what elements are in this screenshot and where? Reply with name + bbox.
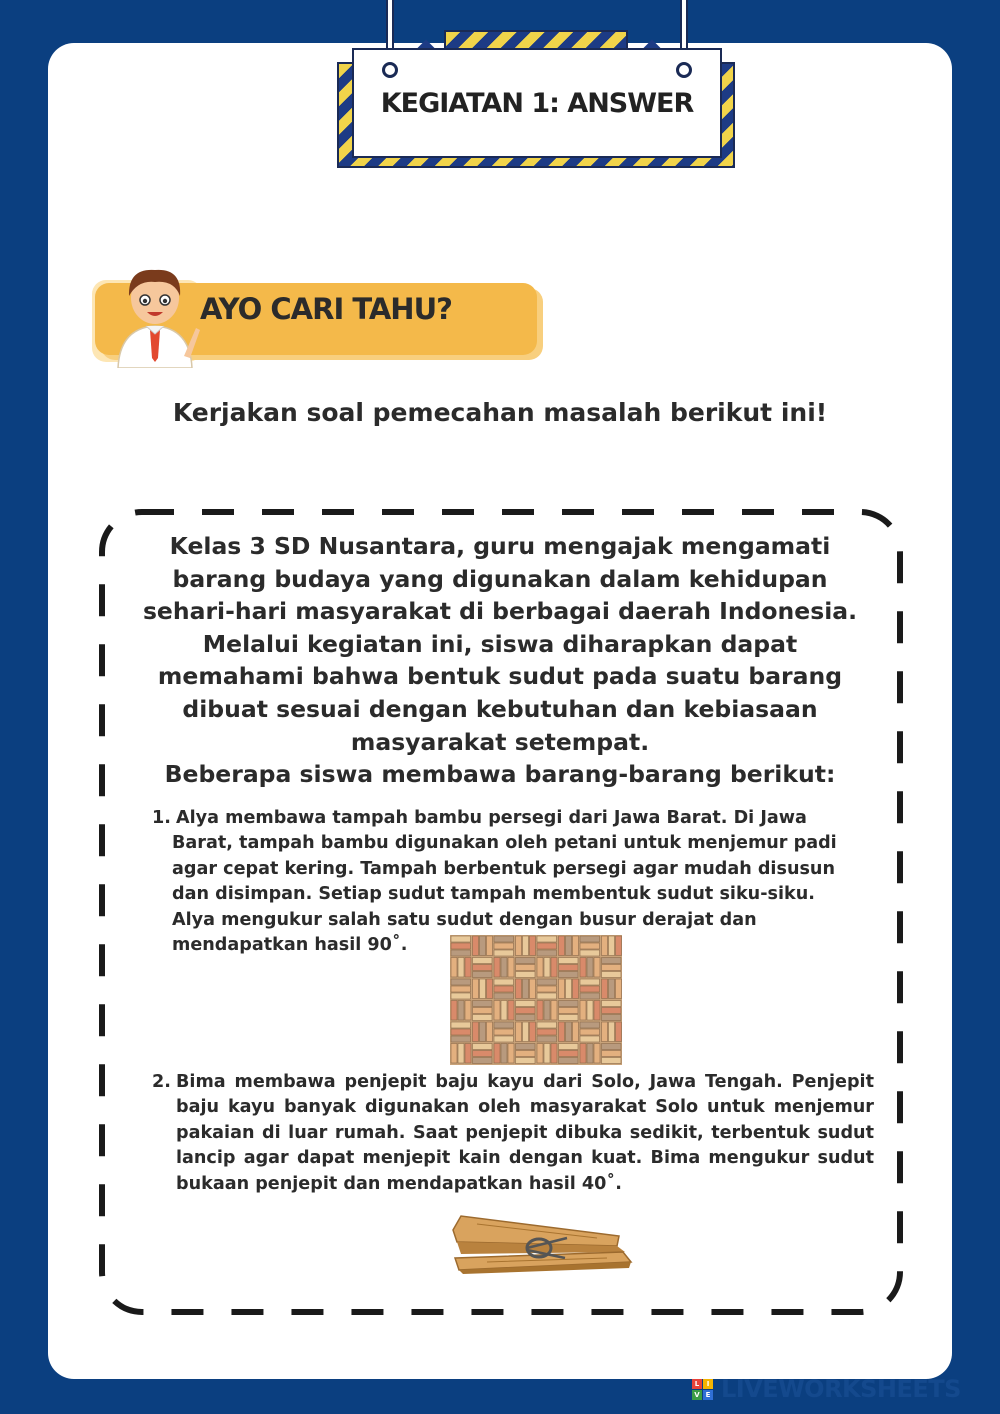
- weave-strip: [602, 936, 608, 956]
- weave-strip: [465, 1001, 471, 1021]
- weave-strip: [473, 1051, 493, 1057]
- weave-strip: [494, 993, 514, 999]
- weave-strip: [602, 1008, 622, 1014]
- weave-strip: [473, 965, 493, 971]
- weave-strip: [451, 1044, 457, 1064]
- intro-line: barang budaya yang digunakan dalam kehidupan: [172, 564, 828, 593]
- student-character-icon: [100, 258, 210, 368]
- weave-strip: [465, 1044, 471, 1064]
- item-line: Barat, tampah bambu digunakan oleh petani untuk menjemur padi: [172, 833, 837, 854]
- weave-strip: [451, 1022, 471, 1028]
- intro-line: memahami bahwa bentuk sudut pada suatu barang: [157, 662, 843, 691]
- weave-strip: [537, 950, 557, 956]
- weave-strip: [587, 1001, 593, 1021]
- weave-strip: [516, 1001, 536, 1007]
- weave-strip: [559, 1051, 579, 1057]
- weave-strip: [530, 979, 536, 999]
- weave-strip: [559, 1015, 579, 1021]
- weave-strip: [473, 972, 493, 978]
- intro-line: Kelas 3 SD Nusantara, guru mengajak mengamati: [169, 532, 831, 560]
- weave-strip: [458, 958, 464, 978]
- weave-strip: [537, 1001, 543, 1021]
- item-number: 2.: [152, 1072, 171, 1092]
- item-line: dan disimpan. Setiap sudut tampah membentuk sudut siku-siku.: [172, 884, 815, 905]
- weave-strip: [602, 965, 622, 971]
- weave-strip: [508, 958, 514, 978]
- weave-strip: [559, 1044, 579, 1050]
- weave-strip: [516, 979, 522, 999]
- weave-strip: [580, 1022, 600, 1028]
- weave-strip: [559, 965, 579, 971]
- weave-strip: [458, 1044, 464, 1064]
- weave-strip: [544, 1001, 550, 1021]
- weave-strip: [516, 965, 536, 971]
- weave-strip: [602, 1044, 622, 1050]
- weave-strip: [573, 936, 579, 956]
- item-line: Alya membawa tampah bambu persegi dari Jawa Barat. Di Jawa: [176, 808, 807, 828]
- item-line: agar cepat kering. Tampah berbentuk persegi agar mudah disusun: [172, 858, 835, 879]
- weave-strip: [508, 1044, 514, 1064]
- liveworksheets-logo-icon: [692, 1379, 713, 1400]
- weave-strip: [537, 1022, 557, 1028]
- weave-strip: [616, 1022, 622, 1042]
- weave-strip: [587, 1044, 593, 1064]
- weave-strip: [537, 943, 557, 949]
- weave-strip: [480, 1022, 486, 1042]
- weave-strip: [594, 958, 600, 978]
- weave-strip: [501, 958, 507, 978]
- weave-strip: [523, 936, 529, 956]
- intro-line: Beberapa siswa membawa barang-barang berikut:: [164, 760, 836, 789]
- weave-strip: [594, 1001, 600, 1021]
- weave-strip: [559, 1008, 579, 1014]
- weave-strip: [537, 986, 557, 992]
- weave-strip: [465, 958, 471, 978]
- intro-line: dibuat sesuai dengan kebutuhan dan kebiasaan: [182, 694, 818, 723]
- weave-strip: [494, 1001, 500, 1021]
- weave-strip: [537, 1044, 543, 1064]
- logo-letter: L: [692, 1379, 702, 1389]
- logo-letter: V: [692, 1390, 702, 1400]
- weave-strip: [473, 1022, 479, 1042]
- item-text: Bima membawa penjepit baju kayu dari Solo, Jawa Tengah. Penjepit baju kayu banyak digunakan oleh masyarakat Solo untuk menjemur pakaian di luar rumah. Saat penjepit dibuka sedikit, terbentuk sudut lancip agar dapat menjepit kain dengan kuat. Bima mengukur sudut bukaan penjepit dan mendapatkan hasil 40˚.: [176, 1072, 874, 1194]
- weave-strip: [530, 1022, 536, 1042]
- intro-paragraph: [130, 530, 870, 791]
- weave-strip: [451, 1029, 471, 1035]
- weave-strip: [516, 958, 536, 964]
- weave-strip: [494, 936, 514, 942]
- weave-strip: [566, 936, 572, 956]
- weave-strip: [487, 979, 493, 999]
- weave-strip: [602, 958, 622, 964]
- watermark: [692, 1376, 961, 1402]
- weave-strip: [537, 1036, 557, 1042]
- page-title: KEGIATAN 1: ANSWER: [380, 87, 694, 119]
- weave-strip: [480, 936, 486, 956]
- weave-strip: [494, 1044, 500, 1064]
- weave-strip: [559, 958, 579, 964]
- weave-strip: [559, 1022, 565, 1042]
- weave-strip: [451, 943, 471, 949]
- intro-line: Melalui kegiatan ini, siswa diharapkan dapat: [202, 629, 798, 658]
- instruction-heading: Kerjakan soal pemecahan masalah berikut ini!: [172, 398, 828, 427]
- weave-strip: [559, 936, 565, 956]
- weave-strip: [551, 1001, 557, 1021]
- weave-strip: [580, 950, 600, 956]
- weave-strip: [580, 993, 600, 999]
- weave-strip: [559, 972, 579, 978]
- weave-strip: [580, 986, 600, 992]
- clothespin-image: [447, 1212, 633, 1274]
- weave-strip: [602, 1001, 622, 1007]
- item-line: Alya mengukur salah satu sudut dengan busur derajat dan: [172, 909, 757, 930]
- weave-strip: [602, 1051, 622, 1057]
- weave-strip: [494, 1029, 514, 1035]
- weave-strip: [559, 979, 565, 999]
- list-item: [152, 1070, 874, 1197]
- weave-strip: [580, 1001, 586, 1021]
- weave-strip: [551, 958, 557, 978]
- weave-strip: [516, 1044, 536, 1050]
- weave-strip: [609, 936, 615, 956]
- weave-strip: [451, 1036, 471, 1042]
- weave-strip: [580, 943, 600, 949]
- weave-strip: [537, 993, 557, 999]
- weave-strip: [473, 1015, 493, 1021]
- weave-strip: [602, 979, 608, 999]
- weave-strip: [559, 1001, 579, 1007]
- weave-strip: [516, 1058, 536, 1064]
- weave-strip: [516, 1051, 536, 1057]
- weave-strip: [537, 1029, 557, 1035]
- weave-strip: [609, 1022, 615, 1042]
- weave-strip: [487, 1022, 493, 1042]
- weave-strip: [573, 979, 579, 999]
- intro-line: sehari-hari masyarakat di berbagai daerah Indonesia.: [142, 597, 858, 626]
- weave-strip: [616, 936, 622, 956]
- weave-strip: [594, 1044, 600, 1064]
- weave-strip: [580, 979, 600, 985]
- weave-strip: [530, 936, 536, 956]
- weave-strip: [516, 972, 536, 978]
- weave-strip: [566, 1022, 572, 1042]
- weave-strip: [494, 1036, 514, 1042]
- weave-strip: [494, 1022, 514, 1028]
- weave-strip: [451, 986, 471, 992]
- weave-strip: [580, 1029, 600, 1035]
- weave-strip: [616, 979, 622, 999]
- weave-strip: [609, 979, 615, 999]
- weave-strip: [587, 958, 593, 978]
- weave-strip: [602, 972, 622, 978]
- weave-strip: [494, 979, 514, 985]
- weave-strip: [580, 1036, 600, 1042]
- intro-line: masyarakat setempat.: [350, 727, 650, 756]
- logo-letter: E: [703, 1390, 713, 1400]
- ring-left: [382, 62, 398, 78]
- weave-strip: [494, 943, 514, 949]
- weave-strip: [473, 1008, 493, 1014]
- weave-strip: [508, 1001, 514, 1021]
- weave-strip: [516, 1022, 522, 1042]
- weave-strip: [501, 1044, 507, 1064]
- watermark-text: LIVEWORKSHEETS: [721, 1375, 961, 1403]
- weave-strip: [451, 936, 471, 942]
- section-title: AYO CARI TAHU?: [200, 292, 452, 326]
- weave-strip: [451, 1001, 457, 1021]
- weave-strip: [573, 1022, 579, 1042]
- item-number: 1.: [152, 808, 171, 828]
- item-line: mendapatkan hasil 90˚.: [172, 935, 408, 956]
- weave-strip: [602, 1022, 608, 1042]
- logo-letter: I: [703, 1379, 713, 1389]
- weave-strip: [551, 1044, 557, 1064]
- weave-strip: [580, 1044, 586, 1064]
- weave-strip: [559, 1058, 579, 1064]
- weave-strip: [458, 1001, 464, 1021]
- weave-strip: [544, 958, 550, 978]
- weave-strip: [487, 936, 493, 956]
- weave-strip: [451, 950, 471, 956]
- weave-strip: [451, 958, 457, 978]
- weave-strip: [523, 1022, 529, 1042]
- weave-strip: [473, 979, 479, 999]
- weave-strip: [494, 958, 500, 978]
- weave-strip: [451, 993, 471, 999]
- weave-strip: [473, 936, 479, 956]
- weave-strip: [473, 1058, 493, 1064]
- weave-strip: [580, 958, 586, 978]
- weave-strip: [494, 950, 514, 956]
- weave-strip: [580, 936, 600, 942]
- weave-strip: [473, 1044, 493, 1050]
- weave-strip: [516, 1008, 536, 1014]
- weave-strip: [480, 979, 486, 999]
- weave-strip: [537, 936, 557, 942]
- weave-strip: [523, 979, 529, 999]
- weave-strip: [516, 1015, 536, 1021]
- weave-strip: [537, 979, 557, 985]
- weave-strip: [537, 958, 543, 978]
- weave-strip: [566, 979, 572, 999]
- weave-strip: [544, 1044, 550, 1064]
- ring-right: [676, 62, 692, 78]
- weave-strip: [602, 1058, 622, 1064]
- weave-strip: [602, 1015, 622, 1021]
- weave-strip: [516, 936, 522, 956]
- weave-strip: [473, 958, 493, 964]
- weave-strip: [494, 986, 514, 992]
- sign-board: [352, 48, 722, 158]
- bamboo-tray-image: [450, 935, 622, 1065]
- weave-strip: [501, 1001, 507, 1021]
- weave-strip: [473, 1001, 493, 1007]
- weave-strip: [451, 979, 471, 985]
